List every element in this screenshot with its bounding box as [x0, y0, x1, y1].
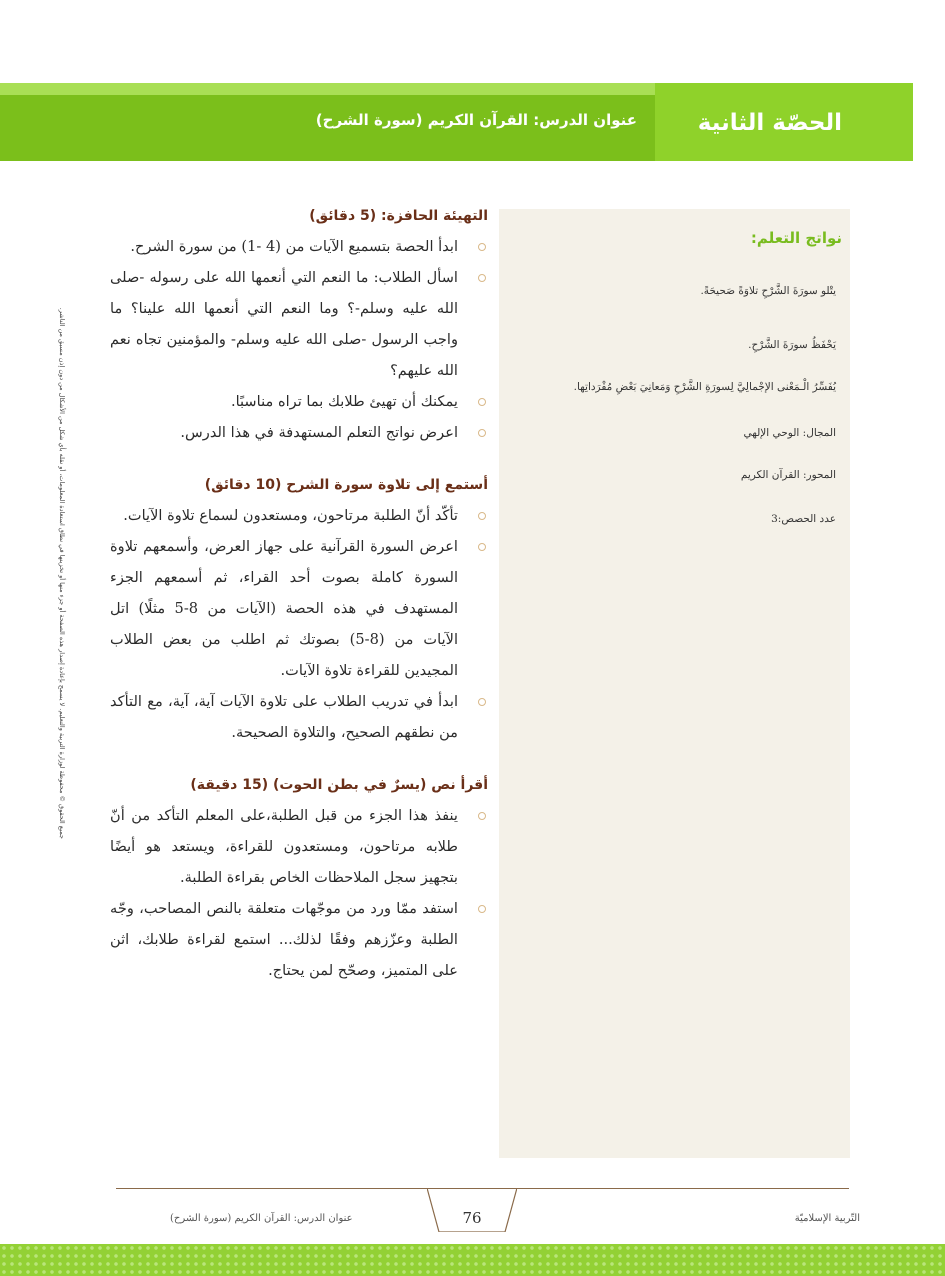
- footer-lesson: عنوان الدرس: القرآن الكريم (سورة الشرح): [170, 1213, 353, 1224]
- warmup-list: [110, 231, 488, 448]
- axis-label: المحور: القرآن الكريم: [740, 469, 836, 481]
- bullet-icon: [478, 274, 486, 282]
- list-item: اعرض السورة القرآنية على جهاز العرض، وأسمعهم تلاوة السورة كاملة بصوت أحد القراء، ثم أسمعهم الجزء المستهدف في هذه الحصة (الآيات من 8-5 مثلًا) اتل الآيات من (8-5) بصوتك ثم اطلب من بعض الطلاب المجيدين للقراءة تلاوة الآيات.: [110, 531, 488, 686]
- bullet-icon: [478, 512, 486, 520]
- copyright-note: جميع الحقوق © محفوظة لوزارة التربية والتعليم. لا يسمح بإعادة إصدار هذه الصفحة أو جزء منها أو تخزينها في نطاق استعادة المعلومات، أو نقله بأي شكل من الأشكال من دون إذن مسبق من الناشر.: [58, 307, 66, 839]
- list-item: ابدأ الحصة بتسميع الآيات من (4 -1) من سورة الشرح.: [110, 231, 488, 262]
- list-item: يمكنك أن تهيئ طلابك بما تراه مناسبًا.: [110, 386, 488, 417]
- bullet-icon: [478, 812, 486, 820]
- bullet-icon: [478, 905, 486, 913]
- header-tab-strip: [0, 83, 655, 95]
- learning-outcomes-panel: [499, 209, 850, 1158]
- list-item: تأكّد أنّ الطلبة مرتاحون، ومستعدون لسماع تلاوة الآيات.: [110, 500, 488, 531]
- bullet-icon: [478, 398, 486, 406]
- bullet-icon: [478, 543, 486, 551]
- section-heading-listen: أستمع إلى تلاوة سورة الشرح (10 دقائق): [204, 477, 488, 493]
- outcome-item: يُفَسِّرُ الْـمَعْنى الإجْمالِيَّ لِسورَةِ الشَّرْحِ وَمَعانِيَ بَعْضِ مُفْرَداتِها.: [573, 381, 836, 393]
- bullet-icon: [478, 698, 486, 706]
- list-item: ينفذ هذا الجزء من قبل الطلبة،على المعلم التأكد من أنّ طلابه مرتاحون، ومستعدون للقراءة، ويستعد هو أيضًا بتجهيز سجل الملاحظات الخاص بقراءة الطلبة.: [110, 800, 488, 893]
- session-title: الحصّة الثانية: [697, 110, 842, 136]
- bullet-icon: [478, 429, 486, 437]
- domain-label: المجال: الوحي الإلهي: [743, 427, 836, 439]
- page-number: 76: [462, 1209, 482, 1227]
- section-heading-read: أقرأ نص (يسرٌ في بطن الحوت) (15 دقيقة): [190, 777, 488, 793]
- section-heading-warmup: التهيئة الحافزة: (5 دقائق): [309, 208, 488, 224]
- outcomes-title: نواتج التعلم:: [750, 229, 842, 247]
- listen-list: [110, 500, 488, 748]
- footer-pattern-band: [0, 1244, 945, 1276]
- lesson-title: عنوان الدرس: القرآن الكريم (سورة الشرح): [315, 111, 637, 129]
- read-list: [110, 800, 488, 986]
- lesson-content: [110, 205, 488, 986]
- outcome-item: يتْلو سورَةَ الشَّرْحِ تلاوَةً صَحيحَةً.: [700, 285, 836, 297]
- footer-subject: التّربية الإسلاميّة: [794, 1213, 860, 1224]
- sessions-count: عدد الحصص:3: [771, 513, 836, 525]
- bullet-icon: [478, 243, 486, 251]
- outcome-item: يَحْفَظُ سورَةَ الشَّرْحِ.: [748, 339, 836, 351]
- list-item: اسأل الطلاب: ما النعم التي أنعمها الله على رسوله -صلى الله عليه وسلم-؟ وما النعم التي أنعمها الله علينا؟ ما واجب الرسول -صلى الله عليه وسلم- والمؤمنين تجاه نعم الله عليهم؟: [110, 262, 488, 386]
- list-item: استفد ممّا ورد من موجّهات متعلقة بالنص المصاحب، وجّه الطلبة وعزّزهم وفقًا لذلك... استمع لقراءة طلابك، اثن على المتميز، وصحّح لمن يحتاج.: [110, 893, 488, 986]
- list-item: ابدأ في تدريب الطلاب على تلاوة الآيات آية، آية، مع التأكد من نطقهم الصحيح، والتلاوة الصحيحة.: [110, 686, 488, 748]
- list-item: اعرض نواتج التعلم المستهدفة في هذا الدرس.: [110, 417, 488, 448]
